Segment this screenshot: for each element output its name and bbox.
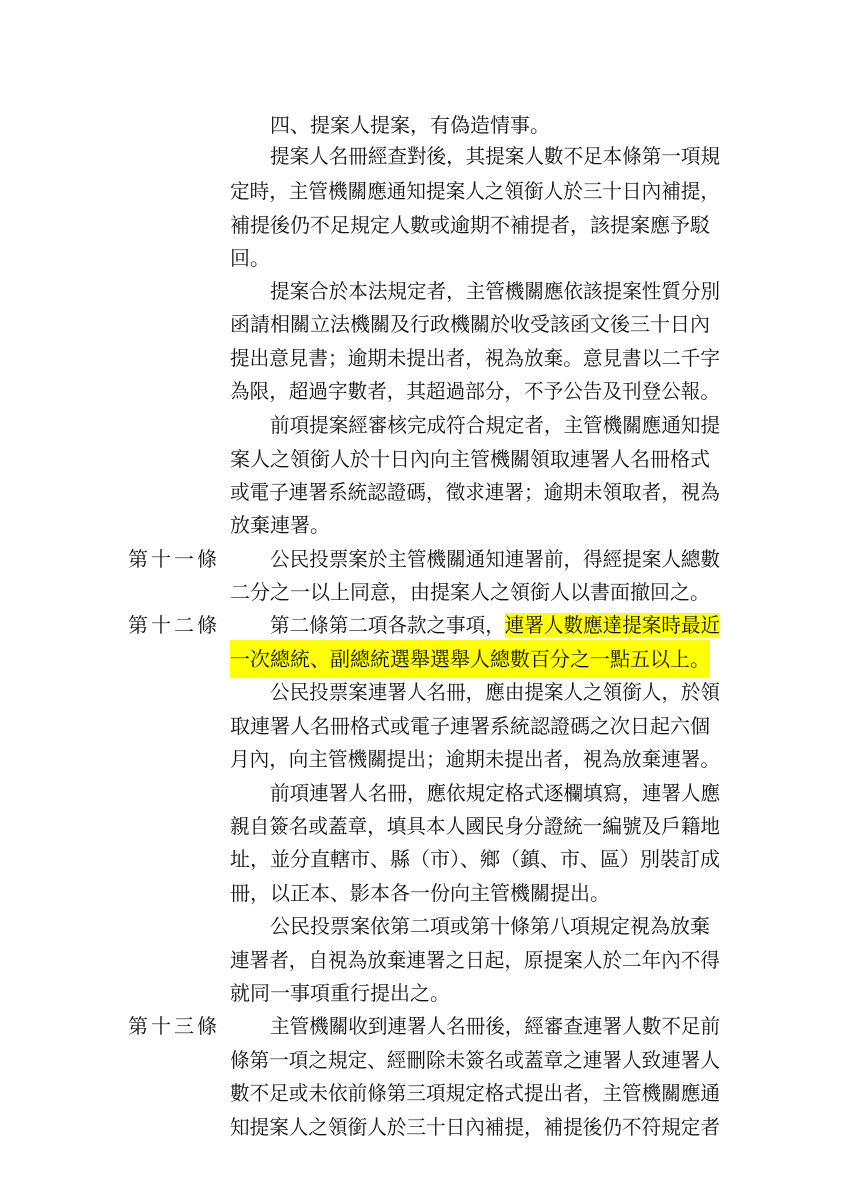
line-text: 取連署人名冊格式或電子連署系統認證碼之次日起六個 (230, 714, 710, 738)
line-text: 回。 (230, 246, 270, 270)
line-text: 定時，主管機關應通知提案人之領銜人於三十日內補提， (230, 179, 720, 203)
line-text: 案人之領銜人於十日內向主管機關領取連署人名冊格式 (230, 447, 710, 471)
line-text: 公民投票案依第二項或第十條第八項規定視為放棄 (270, 914, 710, 938)
article-label: 第十二條 (128, 613, 220, 637)
line-text: 冊，以正本、影本各一份向主管機關提出。 (230, 881, 610, 905)
line-text: 知提案人之領銜人於三十日內補提，補提後仍不符規定者 (230, 1115, 720, 1139)
line-text: 放棄連署。 (230, 513, 330, 537)
line-text: 二分之一以上同意，由提案人之領銜人以書面撤回之。 (230, 580, 710, 604)
line-text: 前項連署人名冊，應依規定格式逐欄填寫，連署人應 (270, 781, 721, 805)
line-text: 數不足或未依前條第三項規定格式提出者，主管機關應通 (230, 1081, 720, 1105)
line-text: 址，並分直轄市、縣（市）、鄉（鎮、市、區）別裝訂成 (230, 847, 720, 871)
line-text: 親自簽名或蓋章，填具本人國民身分證統一編號及戶籍地 (230, 814, 720, 838)
article-label: 第十三條 (128, 1014, 220, 1038)
highlighted-line (270, 606, 720, 644)
line-text: 提案人名冊經查對後，其提案人數不足本條第一項規 (270, 144, 721, 168)
line-text: 四、提案人提案，有偽造情事。 (270, 113, 550, 137)
highlighted-text: 連署人數應達提案時最近 (504, 613, 721, 637)
line-text: 連署者，自視為放棄連署之日起，原提案人於二年內不得 (230, 948, 720, 972)
line-text: 或電子連署系統認證碼，徵求連署；逾期未領取者，視為 (230, 480, 720, 504)
line-text: 提案合於本法規定者，主管機關應依該提案性質分別 (270, 279, 721, 303)
line-text: 函請相關立法機關及行政機關於收受該函文後三十日內 (230, 312, 710, 336)
line-text: 前項提案經審核完成符合規定者，主管機關應通知提 (270, 413, 721, 437)
line-text: 條第一項之規定、經刪除未簽名或蓋章之連署人致連署人 (230, 1048, 720, 1072)
line-text: 主管機關收到連署人名冊後，經審查連署人數不足前 (270, 1014, 721, 1038)
line-text: 為限，超過字數者，其超過部分，不予公告及刊登公報。 (230, 379, 720, 403)
line-text: 就同一事項重行提出之。 (230, 981, 450, 1005)
article-label: 第十一條 (128, 547, 220, 571)
line-text: 提出意見書；逾期未提出者，視為放棄。意見書以二千字 (230, 346, 720, 370)
line-text: 補提後仍不足規定人數或逾期不補提者，該提案應予駁 (230, 213, 710, 237)
highlighted-text: 一次總統、副總統選舉選舉人總數百分之一點五以上。 (230, 640, 710, 678)
line-text: 公民投票案連署人名冊，應由提案人之領銜人，於領 (270, 680, 721, 704)
line-text: 第二條第二項各款之事項， (270, 613, 505, 637)
line-text: 公民投票案於主管機關通知連署前，得經提案人總數 (270, 547, 721, 571)
line-text: 月內，向主管機關提出；逾期未提出者，視為放棄連署。 (230, 747, 720, 771)
